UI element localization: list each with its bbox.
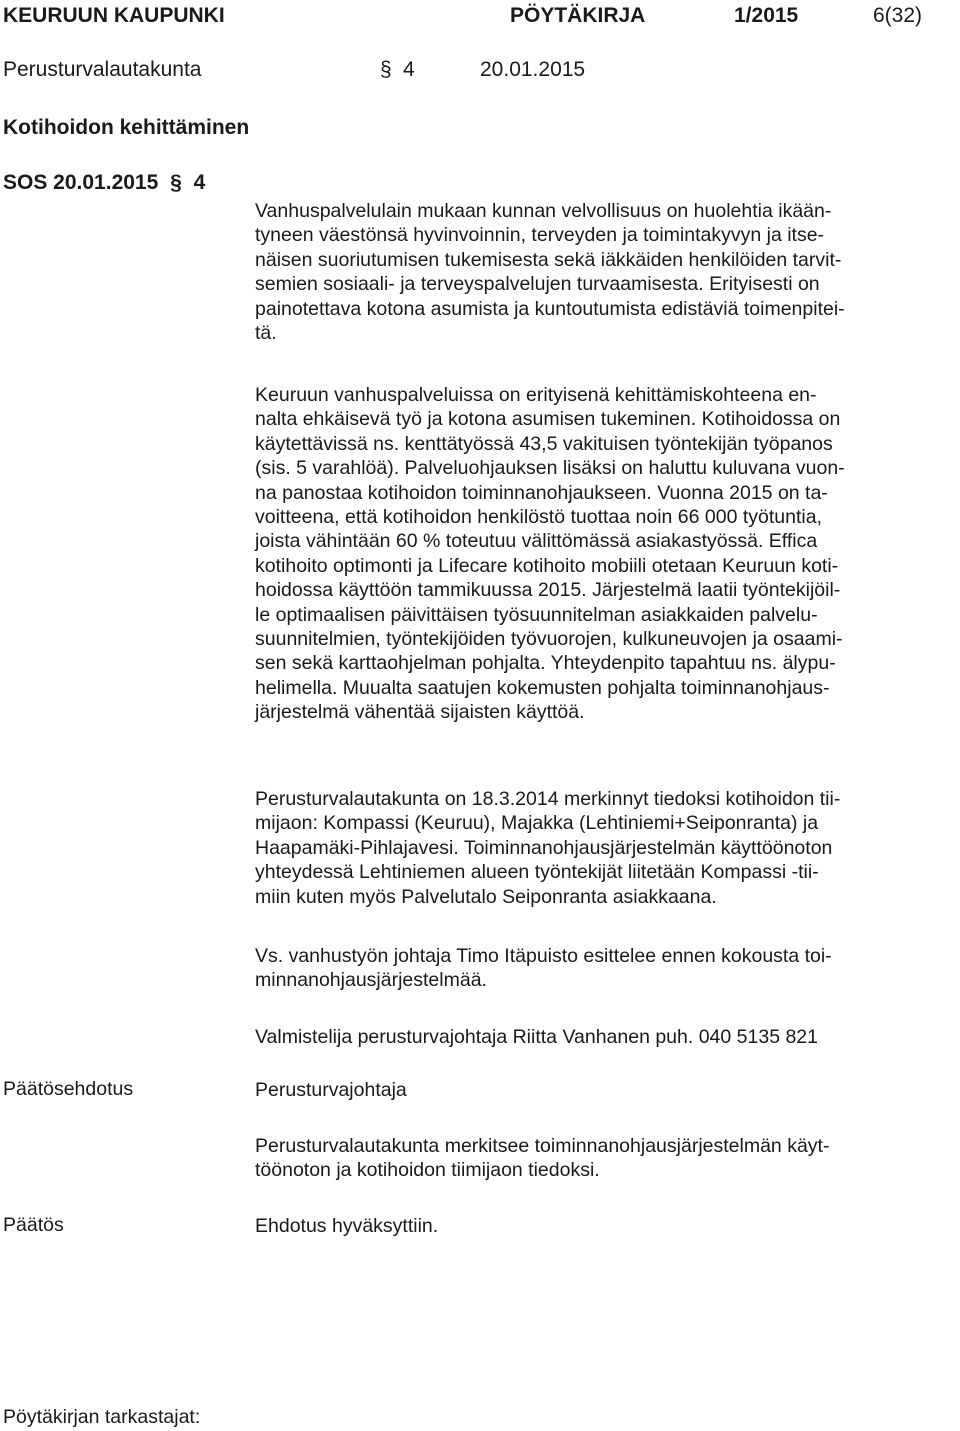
reference-section-sign: § bbox=[170, 171, 182, 194]
text-line: suunnitelmien, työntekijöiden työvuorojen, kulkuneuvojen ja osaami- bbox=[255, 627, 843, 650]
org-name: KEURUUN KAUPUNKI bbox=[3, 4, 225, 27]
text-line: Keuruun vanhuspalveluissa on erityisenä kehittämiskohteena en- bbox=[255, 384, 817, 406]
text-line: voitteena, että kotihoidon henkilöstö tuottaa noin 66 000 työtuntia, bbox=[255, 505, 822, 528]
text-line: Haapamäki-Pihlajavesi. Toiminnanohjausjärjestelmän käyttöönoton bbox=[255, 836, 833, 859]
text-line: näisen suoriutumisen tukemisesta sekä iäkkäiden henkilöiden tarvit- bbox=[255, 248, 842, 271]
board-name: Perusturvalautakunta bbox=[3, 58, 202, 81]
text-line: na panostaa kotihoidon toiminnanohjaukseen. Vuonna 2015 on ta- bbox=[255, 481, 828, 504]
checkers-label: Pöytäkirjan tarkastajat: bbox=[3, 1406, 201, 1428]
text-line: (sis. 5 varahlöä). Palveluohjauksen lisäksi on haluttu kuluvana vuon- bbox=[255, 457, 845, 480]
meeting-date: 20.01.2015 bbox=[480, 58, 586, 81]
reference-line bbox=[3, 171, 205, 195]
doc-type: PÖYTÄKIRJA bbox=[510, 4, 646, 27]
proposal-by bbox=[255, 1078, 955, 1102]
text-line: Perusturvajohtaja bbox=[255, 1079, 407, 1101]
text-line: painotettava kotona asumista ja kuntoutumista edistäviä toimenpitei- bbox=[255, 297, 845, 320]
proposal-text bbox=[255, 1134, 955, 1183]
text-line: Vanhuspalvelulain mukaan kunnan velvollisuus on huolehtia ikään- bbox=[255, 200, 832, 222]
text-line: tyneen väestönsä hyvinvoinnin, terveyden ja toimintakyvyn ja itse- bbox=[255, 224, 825, 247]
text-line: miin kuten myös Palvelutalo Seiponranta asiakkaana. bbox=[255, 885, 717, 908]
text-line: Valmistelija perusturvajohtaja Riitta Vanhanen puh. 040 5135 821 bbox=[255, 1026, 818, 1048]
section-sign: § bbox=[380, 58, 392, 81]
text-line: minnanohjausjärjestelmää. bbox=[255, 969, 487, 992]
section-number: 4 bbox=[403, 58, 415, 81]
text-line: töönoton ja kotihoidon tiimijaon tiedoksi. bbox=[255, 1159, 600, 1182]
text-line: Vs. vanhustyön johtaja Timo Itäpuisto esittelee ennen kokousta toi- bbox=[255, 945, 832, 967]
text-line: helimella. Muualta saatujen kokemusten pohjalta toiminnanohjaus- bbox=[255, 676, 830, 699]
reference-prefix: SOS 20.01.2015 bbox=[3, 171, 159, 194]
text-line: le optimaalisen päivittäisen työsuunnitelman asiakkaiden palvelu- bbox=[255, 603, 818, 626]
paragraph-1 bbox=[255, 199, 955, 345]
page-number: 6(32) bbox=[873, 4, 923, 27]
text-line: joista vähintään 60 % toteutuu välittömässä asiakastyössä. Effica bbox=[255, 530, 818, 553]
proposal-label: Päätösehdotus bbox=[3, 1078, 134, 1100]
paragraph-2 bbox=[255, 383, 955, 724]
text-line: semien sosiaali- ja terveyspalvelujen turvaamisesta. Erityisesti on bbox=[255, 273, 820, 296]
text-line: hoidossa käyttöön tammikuussa 2015. Järjestelmä laatii työntekijöil- bbox=[255, 579, 841, 602]
paragraph-3 bbox=[255, 787, 955, 909]
page-title: Kotihoidon kehittäminen bbox=[3, 116, 250, 139]
text-line: yhteydessä Lehtiniemen alueen työntekijät liitetään Kompassi -tii- bbox=[255, 861, 819, 884]
decision-label: Päätös bbox=[3, 1214, 64, 1236]
text-line: mijaon: Kompassi (Keuruu), Majakka (Lehtiniemi+Seiponranta) ja bbox=[255, 812, 819, 835]
text-line: nalta ehkäisevä työ ja kotona asumisen tukeminen. Kotihoidossa on bbox=[255, 408, 841, 431]
text-line: tä. bbox=[255, 321, 277, 344]
text-line: Perusturvalautakunta merkitsee toiminnanohjausjärjestelmän käyt- bbox=[255, 1135, 830, 1157]
doc-number: 1/2015 bbox=[734, 4, 799, 27]
text-line: Ehdotus hyväksyttiin. bbox=[255, 1215, 439, 1237]
text-line: sen sekä karttaohjelman pohjalta. Yhteydenpito tapahtuu ns. älypu- bbox=[255, 652, 836, 675]
paragraph-4 bbox=[255, 944, 955, 993]
reference-section-number: 4 bbox=[193, 171, 206, 194]
text-line: järjestelmä vähentää sijaisten käyttöä. bbox=[255, 701, 585, 724]
text-line: käytettävissä ns. kenttätyössä 43,5 vakituisen työntekijän työpanos bbox=[255, 432, 833, 455]
text-line: kotihoito optimonti ja Lifecare kotihoito mobiili otetaan Keuruun koti- bbox=[255, 554, 839, 577]
decision-text bbox=[255, 1214, 955, 1238]
preparer-line bbox=[255, 1025, 955, 1049]
text-line: Perusturvalautakunta on 18.3.2014 merkinnyt tiedoksi kotihoidon tii- bbox=[255, 788, 841, 810]
